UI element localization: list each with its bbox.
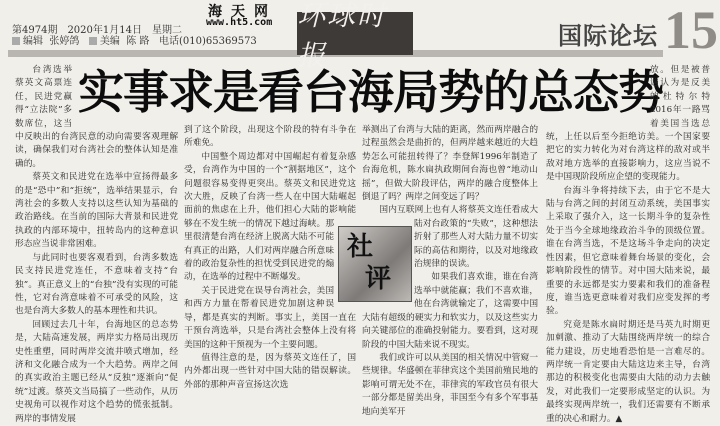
- headline: 实事求是看台海局势的总态势: [78, 65, 663, 119]
- newspaper-logo: 环球时报: [297, 12, 413, 55]
- page-number: 15: [664, 0, 718, 60]
- paragraph: 台海斗争将持续下去，由于它不是大陆与台湾之间的封闭互动系统，美国事实上采取了强介入，这一长期斗争的复杂性处于当今全球地缘政治斗争的顶级位置。谁在台湾当选，不是这场斗争走向的决定性因素，但它意味着舞台场景的变化，会影响阶段性的情节。对中国大陆来说，最重要的永远都是实力要素和我们的准备程度，谁当选更意味着对我们应变发挥的考验。: [546, 185, 710, 317]
- site-url: www.ht5.com: [206, 17, 273, 28]
- editor-label: 编辑: [23, 36, 43, 47]
- paragraph: 到了这个阶段，出现这个阶段的特有斗争在所难免。: [184, 125, 356, 149]
- section-title: 国际论坛: [558, 21, 658, 50]
- paragraph: 中国整个周边都对中国崛起有着复杂感受，台湾作为中国的一个“割据地区”，这个问题很容易变得更突出。蔡英文和民进党这次大胜，反映了台湾一些人在中国大陆崛起面前的焦虑在上升，他们担心大陆的影响能够在不发生统一的情况下越过海峡。那里很清楚台湾在经济上脱离大陆不可能有真正的出路，人们对两岸融合所意味着的政治复杂性的担忧受到民进党的煽动，在选举的过程中不断爆发。: [184, 151, 356, 283]
- paragraph: 国内互联网上也有人将蔡英文连任看成大陆对台政策的“失败”，这种想法折射了那些人对大陆力量不切实际的高估和期待，以及对地缘政治规律的误读。: [379, 205, 538, 270]
- headline-spacer: [546, 64, 650, 128]
- stamp-char: 社: [347, 232, 374, 262]
- article-column-2: [184, 124, 356, 404]
- stamp-char: 评: [365, 264, 392, 294]
- paragraph: 究竟是陈水扁时期还是马英九时期更加刺激、推动了大陆围绕两岸统一的综合能力建设，历史地看恐怕是一言难尽的。两岸统一肯定要由大陆这边来主导，台湾那边的积极变化也需要由大陆的动力去触发，对此我们一定要形成坚定的认识。为最终实现两岸统一，我们还需要有不断承重的决心和耐力。▲: [546, 319, 710, 424]
- editor-name: 张婷鸽: [49, 36, 80, 47]
- paragraph: 回顾过去几十年，台海地区的总态势是，大陆高速发展，两岸实力格局出现历史性重塑，同时两岸交流井喷式增加，经济和文化融合成为一个大趋势。两岸之间的真实政治主题已经从“反独”逐渐向“促统”过渡。蔡英文当局搞了一些动作，从历史视角可以视作对这个趋势的慌张抵制。两岸的事情发展: [15, 319, 178, 424]
- paragraph: 蔡英文和民进党在选举中宣扬得最多的是“恐中”和“拒统”，选举结果显示，台湾社会的多数人支持以这些认知为基础的政治路线。在当前的国际大背景和民进党执政的内部环境中，扭转岛内的这种意识形态应当说非常困难。: [15, 172, 178, 250]
- article-column-4: [546, 64, 710, 424]
- paragraph: 值得注意的是，因为蔡英文连任了，国内外都出现一些针对中国大陆的错误解读。外部的那种声音宣扬这次选: [184, 352, 356, 390]
- paragraph: 台湾选举蔡英文高票连任，民进党赢得“立法院”多数席位，这当中反映出的台湾民意的动向需要客观理解读，确保我们对台湾社会的整体认知是准确的。: [15, 65, 178, 169]
- paragraph: 关于民进党在误导台湾社会，美国和西方力量在帮着民进党加剧这种误导，都是真实的判断。事实上，美国一直在干预台湾选举，只是台湾社会整体上没有将美国的这种干预视为一个主要问题。: [184, 285, 356, 350]
- designer-name: 陈 路: [126, 36, 150, 47]
- designer-label: 美编: [99, 36, 120, 47]
- issue-date-line: 第4974期 2020年1月14日 星期二: [12, 25, 182, 36]
- headline-spacer: [72, 64, 178, 128]
- square-bullet-icon: [12, 37, 20, 45]
- editor-line: [12, 36, 257, 48]
- paragraph: 举测出了台湾与大陆的距离，然而两岸融合的过程虽然会是曲折的，但两岸越来越近的大趋势怎么可能扭转得了？李登辉1996年制造了台海危机，陈水扁执政期间台海也曾“地动山摇”，但做大阶段评估，两岸的融合度整体上倒退了吗？两岸之间变远了吗？: [362, 125, 538, 203]
- phone: 电话(010)65369573: [159, 36, 257, 47]
- square-bullet-icon: [89, 37, 97, 45]
- paragraph: 如果我们喜欢谁，谁在台湾选举中就能赢；我们不喜欢谁，他在台湾就输定了，这需要中国大陆有超级的硬实力和软实力，以及这些实力向关键部位的准确投射能力。要看到，这对现阶段的中国大陆来说不现实。: [362, 272, 538, 350]
- paragraph: 放。但是被普遍认为是反美的杜特尔特2016年一路骂着美国当选总统，上任以后至今拒绝访美。一个国家要把它的实力转化为对台湾这样的敌对或半敌对地方选举的直接影响力，这应当说不是中国现阶段所应企望的变现能力。: [546, 65, 710, 183]
- article-column-1: [15, 64, 178, 424]
- editorial-stamp-text: [347, 231, 391, 295]
- editorial-stamp: [338, 226, 412, 302]
- paragraph: 与此同时也要客观看到，台湾多数选民支持民进党连任，不意味着支持“台独”。真正意义上的“台独”没有实现的可能性，它对台湾意味着不可承受的风险，这也是台湾大多数人的基本理性和共识。: [15, 252, 178, 317]
- paragraph: 我们或许可以从美国的相关情况中管窥一些规律。华盛顿在菲律宾这个美国前殖民地的影响可谓无处不在，菲律宾的军政官员有很大一部分都是留美出身，菲国至今有多个军事基地向美军开: [362, 352, 538, 417]
- site-name: 海天网: [208, 4, 277, 20]
